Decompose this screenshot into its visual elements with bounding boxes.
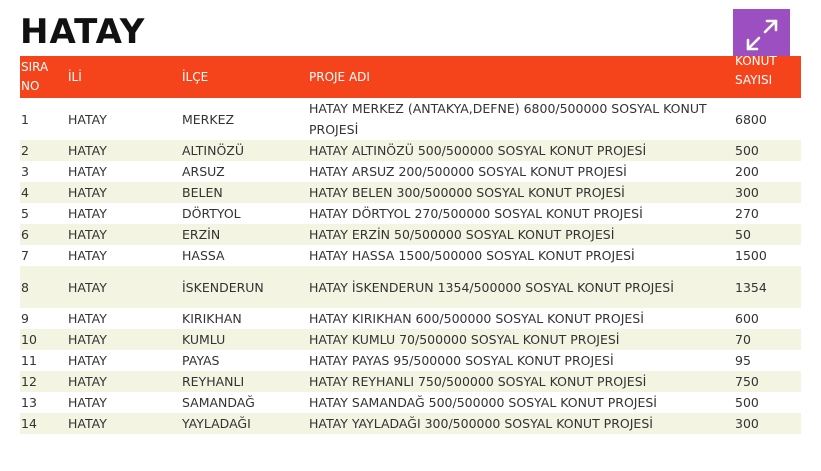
cell-ili: HATAY bbox=[68, 353, 107, 368]
cell-konut-sayisi: 750 bbox=[734, 371, 801, 392]
header-konut-sayisi: KONUT SAYISI bbox=[735, 56, 777, 87]
cell-ilce: SAMANDAĞ bbox=[182, 395, 255, 410]
cell-sira-no: 5 bbox=[21, 206, 29, 221]
cell-ili: HATAY bbox=[68, 311, 107, 326]
cell-ili: HATAY bbox=[67, 413, 181, 434]
data-table bbox=[20, 56, 801, 434]
cell-ili: HATAY bbox=[68, 395, 107, 410]
cell-sira-no: 6 bbox=[20, 224, 67, 245]
header-ilce: İLÇE bbox=[182, 69, 209, 84]
cell-ili: HATAY bbox=[67, 329, 181, 350]
cell-proje-adi: HATAY HASSA 1500/500000 SOSYAL KONUT PROJESİ bbox=[309, 248, 635, 263]
header-ili: İLİ bbox=[68, 69, 82, 84]
header-sira-no: SIRA NO bbox=[21, 60, 49, 93]
table-row bbox=[20, 266, 801, 308]
cell-ili: HATAY bbox=[68, 206, 107, 221]
cell-sira-no: 9 bbox=[21, 311, 29, 326]
cell-konut-sayisi: 500 bbox=[734, 140, 801, 161]
cell-proje-adi: HATAY DÖRTYOL 270/500000 SOSYAL KONUT PROJESİ bbox=[309, 206, 643, 221]
cell-konut-sayisi: 50 bbox=[734, 224, 801, 245]
table-row bbox=[20, 371, 801, 392]
cell-proje-adi: HATAY ALTINÖZÜ 500/500000 SOSYAL KONUT PROJESİ bbox=[308, 140, 734, 161]
expand-icon bbox=[744, 17, 780, 57]
page-title: HATAY bbox=[20, 12, 146, 52]
cell-ili: HATAY bbox=[67, 140, 181, 161]
cell-ilce: MERKEZ bbox=[182, 111, 235, 127]
cell-ilce: HASSA bbox=[182, 248, 225, 263]
cell-konut-sayisi: 300 bbox=[734, 182, 801, 203]
cell-ili: HATAY bbox=[67, 224, 181, 245]
cell-proje-adi: HATAY REYHANLI 750/500000 SOSYAL KONUT PROJESİ bbox=[308, 371, 734, 392]
table-row bbox=[20, 140, 801, 161]
table-row bbox=[20, 392, 801, 413]
cell-proje-adi: HATAY ERZİN 50/500000 SOSYAL KONUT PROJESİ bbox=[308, 224, 734, 245]
cell-ilce: ALTINÖZÜ bbox=[181, 140, 308, 161]
cell-ili: HATAY bbox=[68, 164, 107, 179]
cell-proje-adi: HATAY BELEN 300/500000 SOSYAL KONUT PROJESİ bbox=[308, 182, 734, 203]
cell-proje-adi: HATAY YAYLADAĞI 300/500000 SOSYAL KONUT PROJESİ bbox=[308, 413, 734, 434]
cell-ilce: PAYAS bbox=[182, 353, 220, 368]
table-row bbox=[20, 245, 801, 266]
cell-sira-no: 1 bbox=[21, 111, 29, 127]
header-proje-adi: PROJE ADI bbox=[309, 69, 370, 84]
cell-sira-no: 3 bbox=[21, 164, 29, 179]
cell-konut-sayisi: 300 bbox=[734, 413, 801, 434]
cell-sira-no: 10 bbox=[20, 329, 67, 350]
cell-konut-sayisi: 6800 bbox=[735, 111, 767, 127]
table-row bbox=[20, 329, 801, 350]
table-row bbox=[20, 224, 801, 245]
cell-konut-sayisi: 1500 bbox=[735, 248, 767, 263]
cell-ilce: ERZİN bbox=[181, 224, 308, 245]
cell-konut-sayisi: 70 bbox=[734, 329, 801, 350]
table-row bbox=[20, 161, 801, 182]
cell-proje-adi: HATAY KUMLU 70/500000 SOSYAL KONUT PROJESİ bbox=[308, 329, 734, 350]
cell-proje-adi: HATAY MERKEZ (ANTAKYA,DEFNE) 6800/500000 SOSYAL KONUT PROJESİ bbox=[309, 101, 707, 137]
cell-sira-no: 12 bbox=[20, 371, 67, 392]
cell-sira-no: 7 bbox=[21, 248, 29, 263]
cell-ilce: DÖRTYOL bbox=[182, 206, 241, 221]
cell-ili: HATAY bbox=[67, 266, 181, 308]
table-row bbox=[20, 308, 801, 329]
cell-ilce: KIRIKHAN bbox=[182, 311, 242, 326]
cell-ilce: YAYLADAĞI bbox=[181, 413, 308, 434]
cell-ilce: REYHANLI bbox=[181, 371, 308, 392]
cell-konut-sayisi: 1354 bbox=[734, 266, 801, 308]
cell-sira-no: 14 bbox=[20, 413, 67, 434]
cell-ilce: KUMLU bbox=[181, 329, 308, 350]
cell-konut-sayisi: 500 bbox=[735, 395, 759, 410]
cell-ili: HATAY bbox=[67, 371, 181, 392]
table-row bbox=[20, 203, 801, 224]
cell-sira-no: 13 bbox=[21, 395, 37, 410]
table-body bbox=[20, 98, 801, 434]
cell-ilce: BELEN bbox=[181, 182, 308, 203]
cell-sira-no: 2 bbox=[20, 140, 67, 161]
table-header bbox=[20, 56, 801, 98]
cell-sira-no: 11 bbox=[21, 353, 37, 368]
table-row bbox=[20, 413, 801, 434]
cell-ilce: ARSUZ bbox=[182, 164, 225, 179]
cell-sira-no: 8 bbox=[20, 266, 67, 308]
table-row bbox=[20, 350, 801, 371]
cell-proje-adi: HATAY SAMANDAĞ 500/500000 SOSYAL KONUT PROJESİ bbox=[309, 395, 657, 410]
cell-ilce: İSKENDERUN bbox=[181, 266, 308, 308]
cell-proje-adi: HATAY İSKENDERUN 1354/500000 SOSYAL KONUT PROJESİ bbox=[308, 266, 734, 308]
cell-konut-sayisi: 200 bbox=[735, 164, 759, 179]
cell-ili: HATAY bbox=[68, 111, 107, 127]
cell-ili: HATAY bbox=[68, 248, 107, 263]
cell-ili: HATAY bbox=[67, 182, 181, 203]
cell-proje-adi: HATAY ARSUZ 200/500000 SOSYAL KONUT PROJESİ bbox=[309, 164, 627, 179]
cell-konut-sayisi: 95 bbox=[735, 353, 751, 368]
cell-konut-sayisi: 270 bbox=[735, 206, 759, 221]
table-row bbox=[20, 182, 801, 203]
cell-proje-adi: HATAY PAYAS 95/500000 SOSYAL KONUT PROJESİ bbox=[309, 353, 614, 368]
cell-sira-no: 4 bbox=[20, 182, 67, 203]
cell-proje-adi: HATAY KIRIKHAN 600/500000 SOSYAL KONUT PROJESİ bbox=[309, 311, 644, 326]
table-row bbox=[20, 98, 801, 140]
cell-konut-sayisi: 600 bbox=[735, 311, 759, 326]
